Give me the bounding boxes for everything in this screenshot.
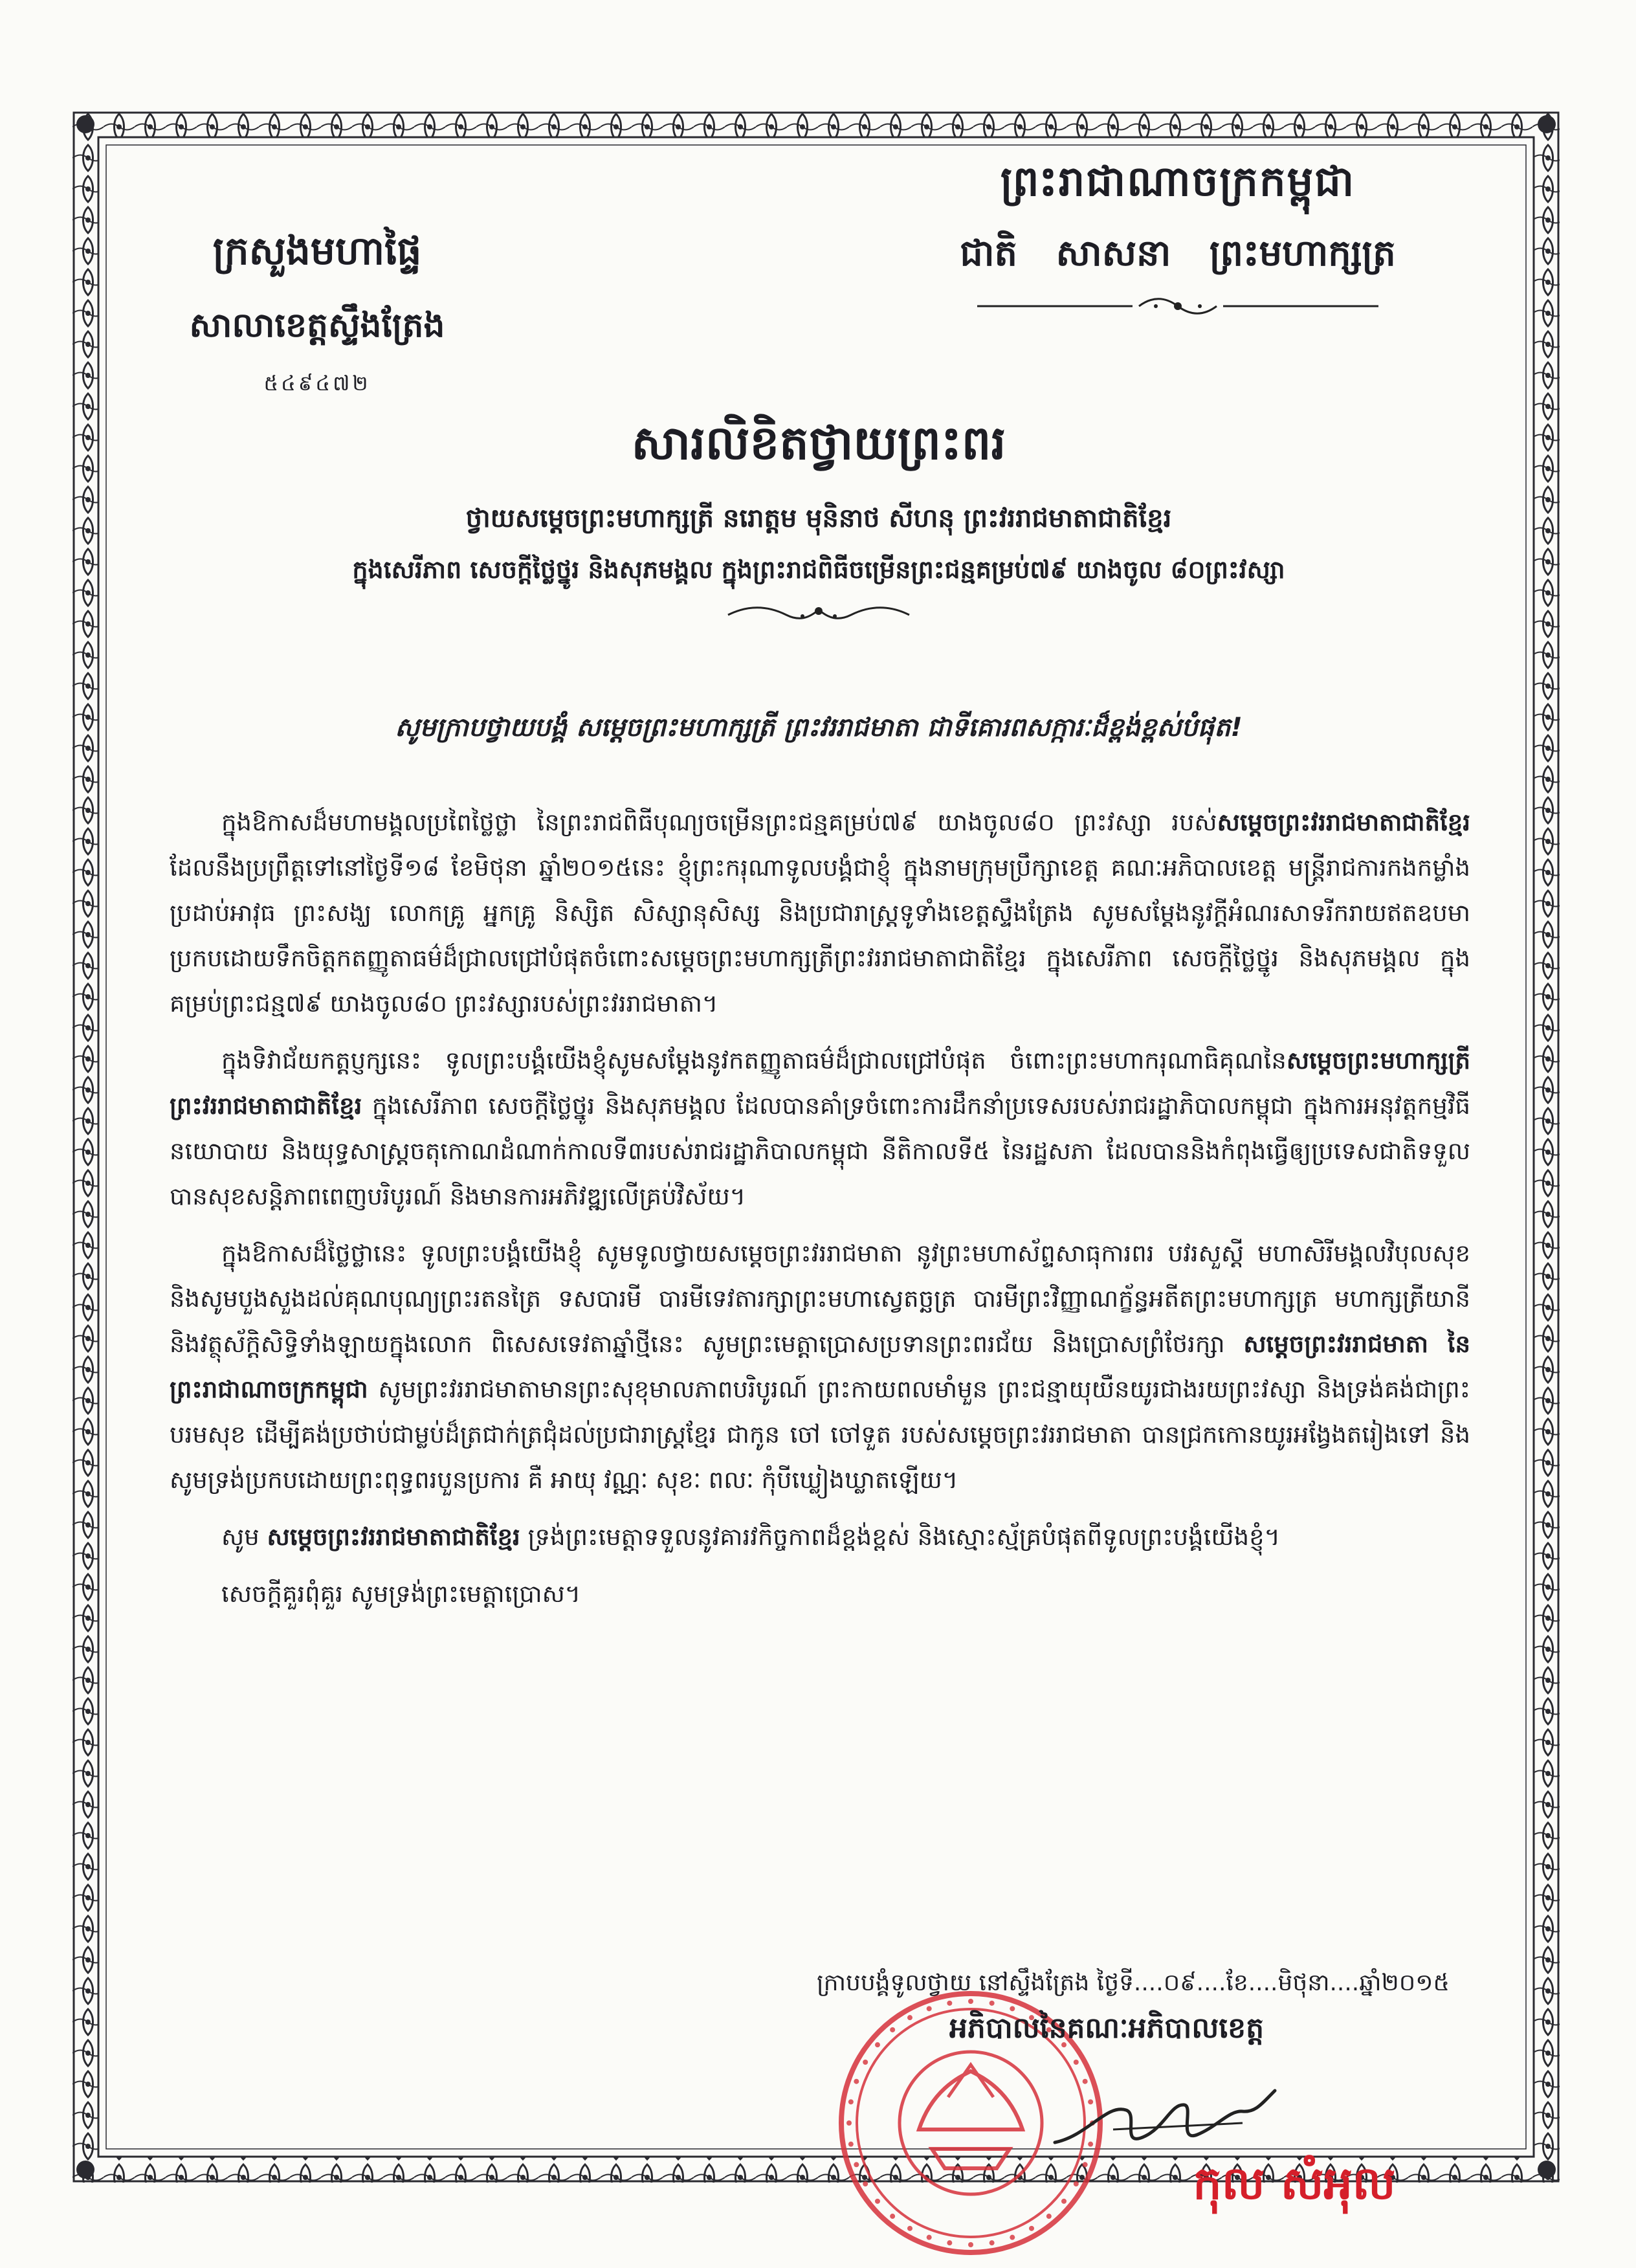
national-motto: ជាតិ សាសនា ព្រះមហាក្សត្រ: [960, 232, 1396, 274]
paragraph-2-bold: សម្តេចព្រះមហាក្សត្រី ព្រះវររាជមាតាជាតិខ្មែរ: [170, 1047, 1470, 1120]
ministry-header: [136, 227, 498, 401]
kingdom-name: ព្រះរាជាណាចក្រកម្ពុជា: [1000, 158, 1356, 206]
header-ornament: [893, 296, 1463, 318]
letter-subtitle-2: ក្នុងសេរីភាព សេចក្តីថ្លៃថ្នូរ និងសុភមង្គល ក្នុងព្រះរាជពិធីចម្រើនព្រះជន្មគម្រប់៧៩ យាងចូល ៨០ព្រះវស្សា: [352, 555, 1285, 584]
ministry-name: ក្រសួងមហាផ្ទៃ: [212, 228, 422, 274]
paragraph-1-bold: សម្តេចព្រះវររាជមាតាជាតិខ្មែរ: [1217, 808, 1470, 836]
paragraph-2-text-2: ក្នុងសេរីភាព សេចក្តីថ្លៃថ្នូរ និងសុភមង្គល ដែលបានគាំទ្រចំពោះការដឹកនាំប្រទេសរបស់រាជរដ្ឋាភិបាលកម្ពុជា ក្នុងការអនុវត្តកម្មវិធីនយោបាយ និងយុទ្ធសាស្ត្រចតុកោណដំណាក់កាលទី៣របស់រាជរដ្ឋាភិបាលកម្ពុជា នីតិកាលទី៥ នៃរដ្ឋសភា ដែលបាននិងកំពុងធ្វើឲ្យប្រទេសជាតិទទួលបានសុខសន្តិភាពពេញបរិបូរណ៍ និងមានការអភិវឌ្ឍលើគ្រប់វិស័យ។: [170, 1092, 1470, 1210]
handwritten-signature: [1048, 2065, 1281, 2168]
reference-number: ៥៤៩៤៧២: [263, 371, 371, 395]
kingdom-header: [893, 155, 1463, 318]
paragraph-3-bold: សម្តេចព្រះវររាជមាតា នៃព្រះរាជាណាចក្រកម្ពុជា: [170, 1330, 1470, 1403]
letter-subtitle: ថ្វាយសម្តេចព្រះមហាក្សត្រី នរោត្តម មុនិនាថ សីហនុ ព្រះវររាជមាតាជាតិខ្មែរ: [465, 504, 1172, 533]
paragraph-2-text: ក្នុងទិវាជ័យកត្តប្ញក្សនេះ ទូលព្រះបង្គំយើងខ្ញុំសូមសម្តែងនូវកតញ្ញូតាធម៌ដ៏ជ្រាលជ្រៅបំផុត ចំពោះព្រះមហាករុណាធិគុណនៃ: [221, 1047, 1287, 1074]
dateline: ក្រាបបង្គំទូលថ្វាយ នៅស្ទឹងត្រែង ថ្ងៃទី....០៩....ខែ....មិថុនា....ឆ្នាំ២០១៥: [816, 1970, 1450, 1996]
paragraph-1-text-2: ដែលនឹងប្រព្រឹត្តទៅនៅថ្ងៃទី១៨ ខែមិថុនា ឆ្នាំ២០១៥នេះ ខ្ញុំព្រះករុណាទូលបង្គំជាខ្ញុំ ក្នុងនាមក្រុមប្រឹក្សាខេត្ត គណៈអភិបាលខេត្ត មន្ត្រីរាជការកងកម្លាំងប្រដាប់អាវុធ ព្រះសង្ឃ លោកគ្រូ អ្នកគ្រូ និស្សិត សិស្សានុសិស្ស និងប្រជារាស្ត្រទូទាំងខេត្តស្ទឹងត្រែង សូមសម្តែងនូវក្តីអំណរសាទរីករាយឥតឧបមាប្រកបដោយទឹកចិត្តកតញ្ញូតាធម៌ដ៏ជ្រាលជ្រៅបំផុតចំពោះសម្តេចព្រះមហាក្សត្រីព្រះវររាជមាតាជាតិខ្មែរ ក្នុងសេរីភាព សេចក្តីថ្លៃថ្នូរ និងសុភមង្គល ក្នុងគម្រប់ព្រះជន្ម៧៩ យាងចូល៨០ ព្រះវស្សារបស់ព្រះវររាជមាតា។: [170, 854, 1470, 1017]
paragraph-2: [170, 1038, 1470, 1219]
paragraph-4-bold: សម្តេចព្រះវររាជមាតាជាតិខ្មែរ: [267, 1523, 520, 1551]
salutation: សូមក្រាបថ្វាយបង្គំ សម្តេចព្រះមហាក្សត្រី ព្រះវររាជមាតា ជាទីគោរពសក្ការៈដ៏ខ្ពង់ខ្ពស់បំផុត!: [395, 713, 1243, 742]
paragraph-3-text-2: សូមព្រះវររាជមាតាមានព្រះសុខុមាលភាពបរិបូរណ៍ ព្រះកាយពលមាំមួន ព្រះជន្មាយុយឺនយូរជាងរយព្រះវស្សា និងទ្រង់គង់ជាព្រះបរមសុខ ដើម្បីគង់ប្រថាប់ជាម្លប់ដ៏ត្រជាក់ត្រជុំដល់ប្រជារាស្ត្រខ្មែរ ជាកូន ចៅ ចៅទួត របស់សម្តេចព្រះវររាជមាតា បានជ្រកកោនយូរអង្វែងតរៀងទៅ និងសូមទ្រង់ប្រកបដោយព្រះពុទ្ធពរបួនប្រការ គឺ អាយុ វណ្ណៈ សុខៈ ពលៈ កុំបីឃ្លៀងឃ្លាតឡើយ។: [170, 1375, 1470, 1494]
paragraph-4: [170, 1515, 1470, 1560]
paragraph-4-text: សូម: [221, 1523, 267, 1551]
title-ornament: [97, 602, 1540, 630]
closing-line: សេចក្តីគួរពុំគួរ សូមទ្រង់ព្រះមេត្តាប្រោស។: [221, 1580, 581, 1608]
paragraph-3: [170, 1231, 1470, 1503]
letter-body: [170, 800, 1470, 1617]
letter-title-block: [97, 414, 1540, 630]
paragraph-3-text: ក្នុងឱកាសដ៏ថ្លៃថ្លានេះ ទូលព្រះបង្គំយើងខ្ញុំ សូមទូលថ្វាយសម្តេចព្រះវររាជមាតា នូវព្រះមហាស័ព្ទសាធុការពរ បវរសួស្តី មហាសិរីមង្គលវិបុលសុខ និងសូមបួងសួងដល់គុណបុណ្យព្រះរតនត្រៃ ទសបារមី បារមីទេវតារក្សាព្រះមហាស្វេតច្ឆត្រ បារមីព្រះវិញ្ញាណក្ខ័ន្ធអតីតព្រះមហាក្សត្រ មហាក្សត្រីយានី និងវត្ថុស័ក្តិសិទ្ធិទាំងឡាយក្នុងលោក ពិសេសទេវតាឆ្នាំថ្មីនេះ សូមព្រះមេត្តាប្រោសប្រទានព្រះពរជ័យ និងប្រោសព្រំថែរក្សា: [170, 1240, 1470, 1358]
signer-title: អភិបាលនៃគណៈអភិបាលខេត្ត: [949, 2012, 1265, 2045]
paragraph-4-text-2: ទ្រង់ព្រះមេត្តាទទួលនូវគារវកិច្ចកាពដ៏ខ្ពង់ខ្ពស់ និងស្មោះស្ម័គ្របំផុតពីទូលព្រះបង្គំយើងខ្ញុំ។: [520, 1523, 1280, 1551]
paragraph-1: [170, 800, 1470, 1027]
paragraph-1-text: ក្នុងឱកាសដ៏មហាមង្គលប្រពៃថ្លៃថ្លា នៃព្រះរាជពិធីបុណ្យចម្រើនព្រះជន្មគម្រប់៧៩ យាងចូល៨០ ព្រះវស្សា របស់: [221, 808, 1217, 836]
province-hall: សាលាខេត្តស្ទឹងត្រែង: [189, 306, 445, 345]
letter-title: សារលិខិតថ្វាយព្រះពរ: [631, 416, 1006, 470]
signer-name: កុល សំអុល: [1193, 2157, 1396, 2210]
